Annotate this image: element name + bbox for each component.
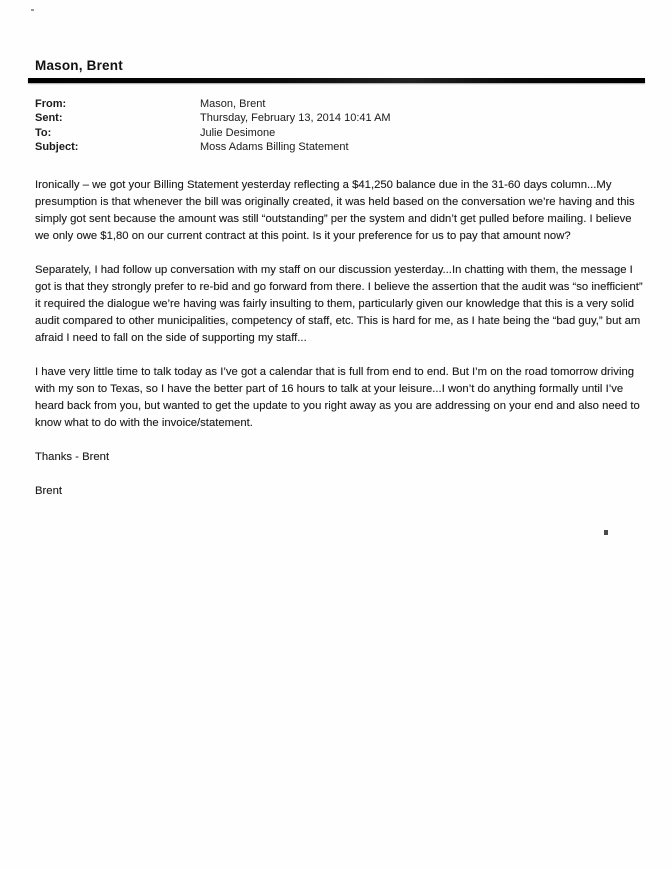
meta-value-from: Mason, Brent bbox=[200, 98, 266, 110]
body-paragraph-1: Ironically – we got your Billing Statement yesterday reflecting a $41,250 balance due in the 31-60 days column...My presumption is that whenever the bill was originally created, it was held based on the conversation we’re having and this simply got sent because the amount was still “outstanding” per the system and didn’t get pulled before mailing. I believe we only owe $1,80 on our current contract at this point. Is it your preference for us to pay that amount now? bbox=[35, 178, 635, 242]
header-divider bbox=[28, 78, 645, 83]
meta-label-to: To: bbox=[35, 126, 52, 139]
signature-line: Brent bbox=[35, 484, 63, 497]
meta-label-sent: Sent: bbox=[35, 112, 63, 125]
meta-row-subject bbox=[35, 140, 645, 154]
body-paragraph-3: I have very little time to talk today as I’ve got a calendar that is full from end to end. But I’m on the road tomorrow driving with my son to Texas, so I have the better part of 16 hours to talk at your leisure...I won’t do anything formally until I’ve heard back from you, but wanted to get the update to you right away as you are addressing on your end and also need to know what to do with the invoice/statement. bbox=[35, 365, 640, 429]
meta-label-from: From: bbox=[35, 98, 67, 110]
email-body bbox=[35, 177, 645, 500]
scan-speck-top-left bbox=[31, 9, 34, 11]
email-sender-heading: Mason, Brent bbox=[35, 58, 123, 73]
scan-speck-mid-right bbox=[604, 530, 608, 535]
closing-line: Thanks - Brent bbox=[35, 450, 110, 463]
meta-value-to: Julie Desimone bbox=[200, 126, 276, 139]
email-content bbox=[35, 58, 645, 517]
meta-value-subject: Moss Adams Billing Statement bbox=[200, 141, 349, 154]
meta-row-to bbox=[35, 126, 645, 140]
meta-row-from bbox=[35, 97, 645, 111]
meta-row-sent bbox=[35, 111, 645, 125]
meta-label-subject: Subject: bbox=[35, 141, 79, 154]
email-header-block bbox=[35, 97, 645, 155]
meta-value-sent: Thursday, February 13, 2014 10:41 AM bbox=[200, 112, 391, 125]
body-paragraph-2: Separately, I had follow up conversation with my staff on our discussion yesterday...In chatting with them, the message I got is that they strongly prefer to re-bid and go forward from there. I believe the assertion that the audit was “so inefficient” it required the dialogue we’re having was fairly insulting to them, particularly given our knowledge that this is a very solid audit compared to other municipalities, competency of staff, etc. This is hard for me, as I hate being the “bad guy,” but am afraid I need to fall on the side of supporting my staff... bbox=[35, 263, 643, 344]
